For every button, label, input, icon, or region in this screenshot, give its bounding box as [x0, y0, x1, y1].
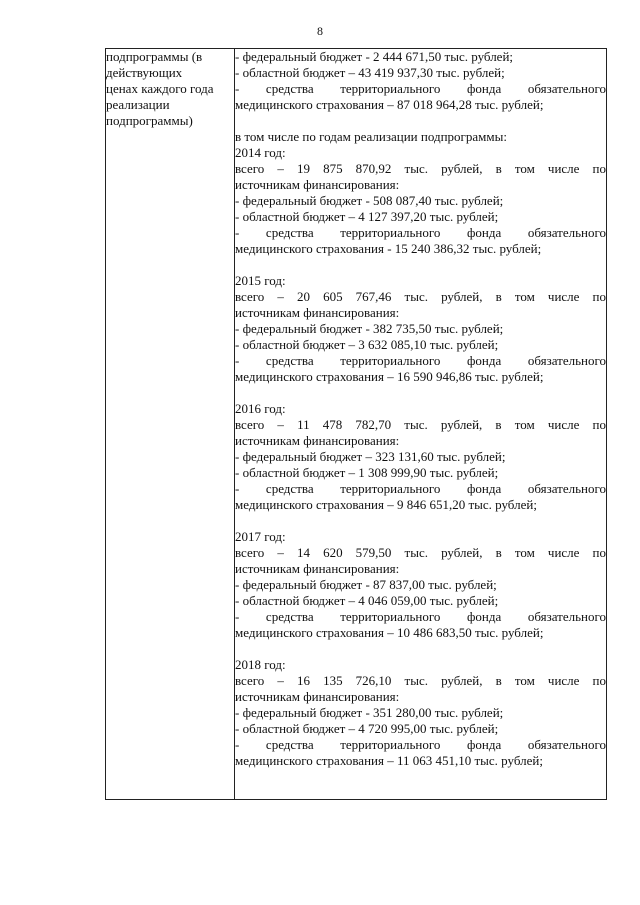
label-line: реализации: [106, 97, 170, 112]
funding-line: - областной бюджет – 4 127 397,20 тыс. рублей;: [235, 209, 499, 224]
funding-line: всего – 20 605 767,46 тыс. рублей, в том числе по: [235, 289, 606, 304]
label-line: ценах каждого года: [106, 81, 214, 96]
paragraph-gap: [235, 513, 606, 529]
funding-line: - средства территориального фонда обязательного: [235, 481, 606, 496]
funding-line: - федеральный бюджет - 508 087,40 тыс. рублей;: [235, 193, 504, 208]
funding-line: 2016 год:: [235, 401, 286, 416]
funding-line: источникам финансирования:: [235, 433, 400, 448]
funding-line: 2017 год:: [235, 529, 286, 544]
funding-line: - федеральный бюджет - 351 280,00 тыс. рублей;: [235, 705, 504, 720]
page-number: 8: [317, 24, 323, 38]
funding-line: 2015 год:: [235, 273, 286, 288]
funding-line: источникам финансирования:: [235, 177, 400, 192]
funding-line: всего – 11 478 782,70 тыс. рублей, в том числе по: [235, 417, 606, 432]
table-row: [106, 49, 607, 800]
funding-line: - областной бюджет – 4 720 995,00 тыс. рублей;: [235, 721, 499, 736]
funding-table: [105, 48, 607, 800]
funding-line: - федеральный бюджет - 2 444 671,50 тыс. рублей;: [235, 49, 514, 64]
paragraph-gap: [235, 385, 606, 401]
label-cell: [106, 49, 235, 800]
funding-line: всего – 19 875 870,92 тыс. рублей, в том числе по: [235, 161, 606, 176]
funding-line: - областной бюджет – 4 046 059,00 тыс. рублей;: [235, 593, 499, 608]
funding-line: медицинского страхования – 87 018 964,28 тыс. рублей;: [235, 97, 544, 112]
funding-line: - средства территориального фонда обязательного: [235, 609, 606, 624]
funding-line: всего – 16 135 726,10 тыс. рублей, в том числе по: [235, 673, 606, 688]
paragraph-gap: [235, 113, 606, 129]
funding-line: 2018 год:: [235, 657, 286, 672]
value-cell: [235, 49, 607, 800]
funding-line: источникам финансирования:: [235, 689, 400, 704]
paragraph-gap: [235, 641, 606, 657]
paragraph-gap: [235, 257, 606, 273]
funding-line: медицинского страхования – 10 486 683,50 тыс. рублей;: [235, 625, 544, 640]
funding-line: - областной бюджет – 3 632 085,10 тыс. рублей;: [235, 337, 499, 352]
label-line: подпрограммы (в: [106, 49, 203, 64]
funding-line: - федеральный бюджет - 382 735,50 тыс. рублей;: [235, 321, 504, 336]
funding-line: - средства территориального фонда обязательного: [235, 81, 606, 96]
funding-line: источникам финансирования:: [235, 305, 400, 320]
funding-line: - федеральный бюджет – 323 131,60 тыс. рублей;: [235, 449, 506, 464]
funding-line: - средства территориального фонда обязательного: [235, 225, 606, 240]
funding-line: - областной бюджет – 43 419 937,30 тыс. рублей;: [235, 65, 505, 80]
funding-line: медицинского страхования – 11 063 451,10 тыс. рублей;: [235, 753, 543, 768]
funding-line: медицинского страхования - 15 240 386,32 тыс. рублей;: [235, 241, 542, 256]
label-line: действующих: [106, 65, 183, 80]
funding-line: медицинского страхования – 16 590 946,86 тыс. рублей;: [235, 369, 544, 384]
funding-line: всего – 14 620 579,50 тыс. рублей, в том числе по: [235, 545, 606, 560]
funding-line: медицинского страхования – 9 846 651,20 тыс. рублей;: [235, 497, 537, 512]
funding-line: - средства территориального фонда обязательного: [235, 737, 606, 752]
funding-line: 2014 год:: [235, 145, 286, 160]
funding-line: - средства территориального фонда обязательного: [235, 353, 606, 368]
funding-line: в том числе по годам реализации подпрограммы:: [235, 129, 507, 144]
funding-line: источникам финансирования:: [235, 561, 400, 576]
label-line: подпрограммы): [106, 113, 193, 128]
funding-line: - федеральный бюджет - 87 837,00 тыс. рублей;: [235, 577, 497, 592]
funding-line: - областной бюджет – 1 308 999,90 тыс. рублей;: [235, 465, 499, 480]
